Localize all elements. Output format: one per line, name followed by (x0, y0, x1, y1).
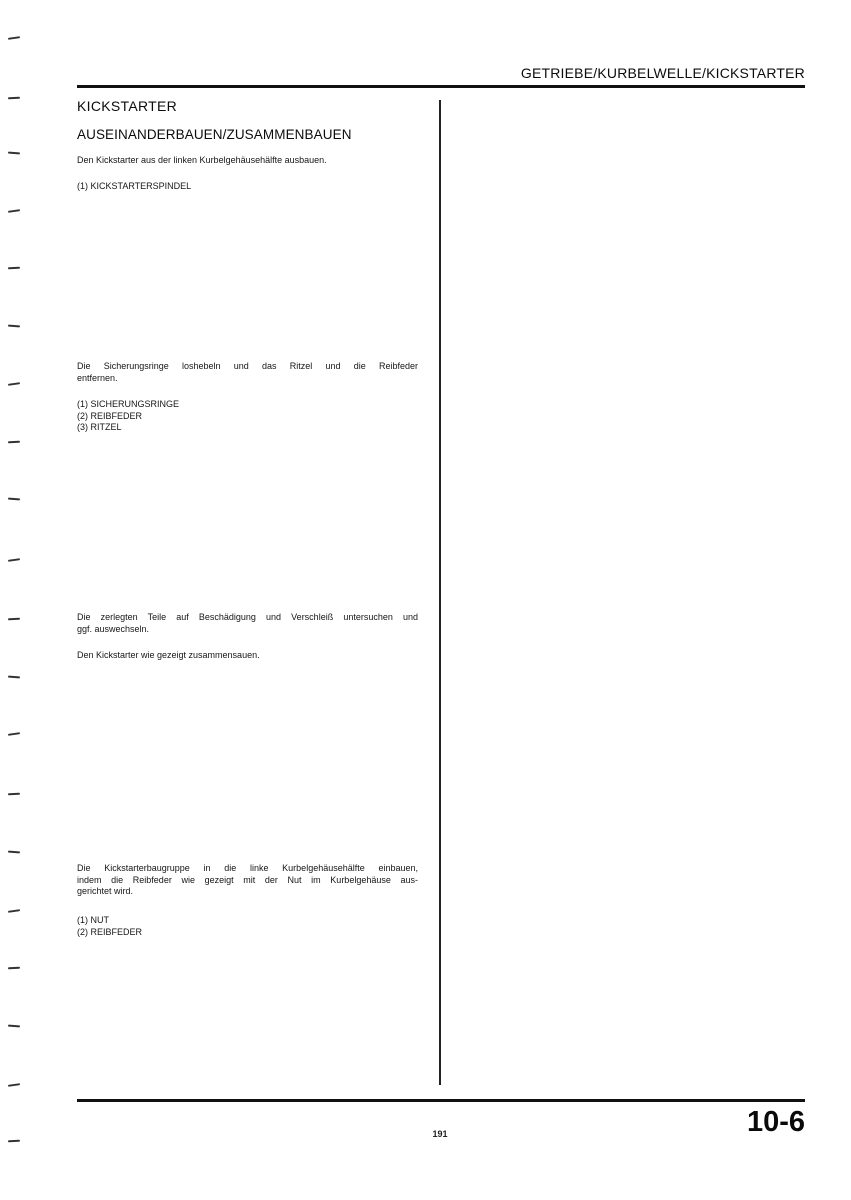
binding-mark (8, 325, 20, 328)
binding-mark (8, 558, 20, 562)
section-title: KICKSTARTER (77, 98, 178, 114)
binding-mark (8, 441, 20, 444)
binding-mark (8, 209, 20, 213)
binding-mark (8, 1083, 20, 1087)
step-1-instruction: Den Kickstarter aus der linken Kurbelgehäusehälfte ausbauen. (77, 155, 327, 165)
page-number: 191 (432, 1129, 448, 1139)
binding-mark (8, 851, 20, 854)
binding-mark (8, 618, 20, 621)
binding-mark (8, 97, 20, 100)
binding-mark (8, 382, 20, 386)
step-2-callout: (3) RITZEL (77, 422, 122, 432)
step-1-callout: (1) KICKSTARTERSPINDEL (77, 181, 192, 191)
binding-mark (8, 793, 20, 796)
step-2-instruction-line: Die Sicherungsringe loshebeln und das Ritzel und die Reibfeder (77, 361, 418, 371)
step-3-instruction-line: Die zerlegten Teile auf Beschädigung und Verschleiß untersuchen und (77, 612, 418, 622)
section-subtitle: AUSEINANDERBAUEN/ZUSAMMENBAUEN (77, 127, 352, 142)
binding-mark (8, 152, 20, 155)
step-4-instruction-line: gerichtet wird. (77, 886, 134, 896)
binding-mark (8, 36, 20, 40)
running-header: GETRIEBE/KURBELWELLE/KICKSTARTER (520, 65, 805, 81)
binding-mark (8, 967, 20, 970)
step-2-instruction-line: entfernen. (77, 372, 118, 383)
step-4-instruction-line: indem die Reibfeder wie gezeigt mit der Nut im Kurbelgehäuse aus- (77, 874, 418, 885)
binding-mark (8, 676, 20, 679)
step-4-instruction-line: Die Kickstarterbaugruppe in die linke Kurbelgehäusehälfte einbauen, (77, 863, 418, 873)
step-2-callout: (1) SICHERUNGSRINGE (77, 399, 180, 409)
binding-mark (8, 732, 20, 736)
step-3-instruction-line: ggf. auswechseln. (77, 623, 150, 634)
binding-mark (8, 1140, 20, 1143)
binding-mark (8, 498, 20, 501)
section-page-number: 10-6 (746, 1106, 805, 1138)
footer-rule (77, 1099, 805, 1102)
binding-mark (8, 909, 20, 913)
header-rule (77, 85, 805, 88)
binding-mark (8, 267, 20, 270)
step-4-callout: (2) REIBFEDER (77, 926, 143, 937)
step-3-note: Den Kickstarter wie gezeigt zusammensauen. (77, 650, 260, 660)
column-divider (439, 100, 441, 1085)
binding-mark (8, 1025, 20, 1028)
step-2-callout: (2) REIBFEDER (77, 410, 143, 421)
step-4-callout: (1) NUT (77, 915, 109, 925)
